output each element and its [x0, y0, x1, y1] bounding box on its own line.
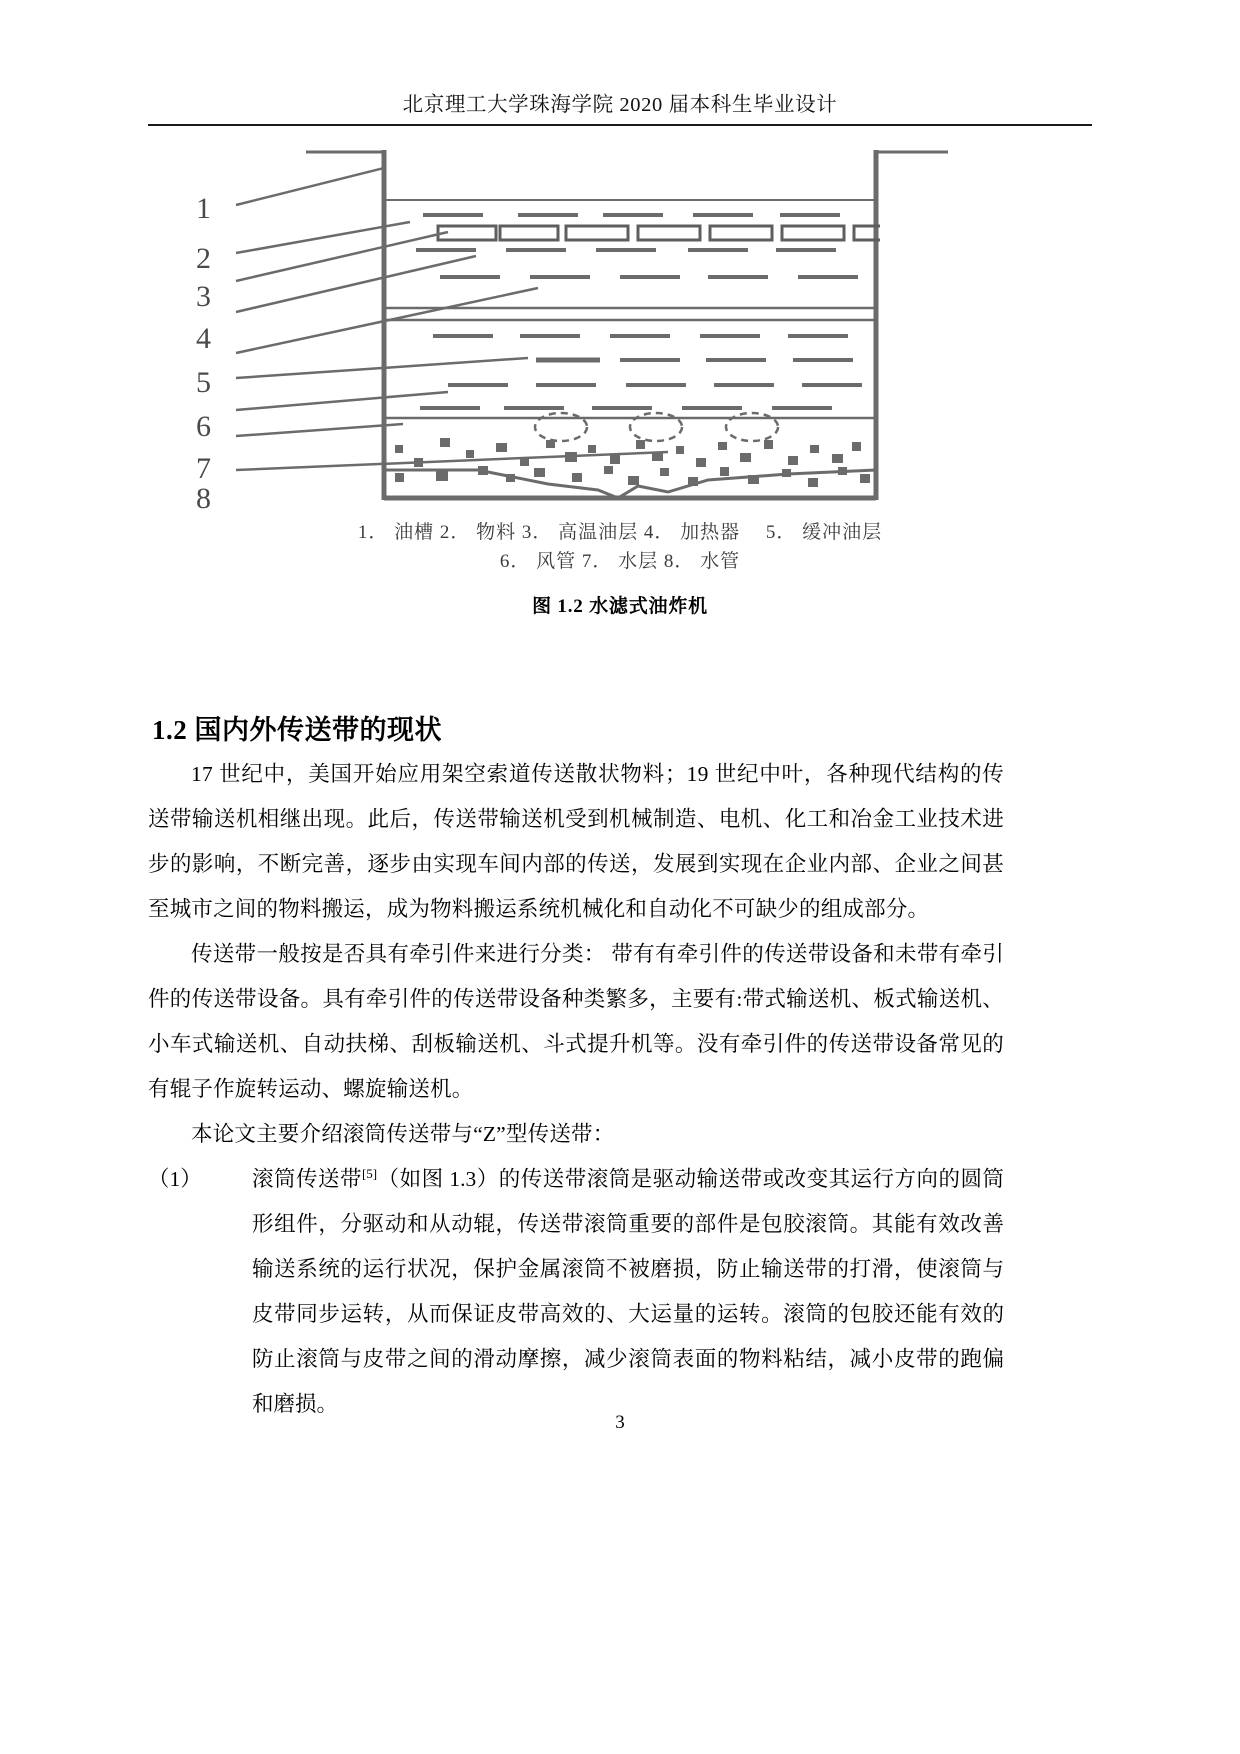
- body-content: [148, 752, 1004, 1427]
- header-rule: [148, 124, 1092, 126]
- water-filter-fryer-diagram: [148, 140, 1092, 512]
- paragraph-2: 传送带一般按是否具有牵引件来进行分类： 带有有牵引件的传送带设备和未带有牵引件的传送带设备。具有牵引件的传送带设备种类繁多，主要有:带式输送机、板式输送机、小车式输送机、自动扶梯、刮板输送机、斗式提升机等。没有牵引件的传送带设备常见的有辊子作旋转运动、螺旋输送机。: [148, 942, 1004, 1101]
- paragraph-3: 本论文主要介绍滚筒传送带与“Z”型传送带：: [191, 1122, 615, 1146]
- figure-callout-2: 2: [196, 242, 211, 275]
- list-item-marker: （1）: [148, 1167, 202, 1191]
- list-item-body: [252, 1157, 1004, 1427]
- list-item-lead: 滚筒传送带: [252, 1167, 362, 1191]
- citation-superscript: [5]: [361, 1165, 378, 1181]
- figure-callout-6: 6: [196, 410, 211, 443]
- figure-callout-3: 3: [196, 280, 211, 313]
- figure-image: [148, 140, 1092, 512]
- numbered-list-item-1: [148, 1157, 1004, 1427]
- figure-1-2: [148, 140, 1092, 618]
- figure-callout-7: 7: [196, 452, 211, 485]
- figure-callout-1: 1: [196, 192, 211, 225]
- list-item-text: （如图 1.3）的传送带滚筒是驱动输送带或改变其运行方向的圆筒形组件，分驱动和从动辊，传送带滚筒重要的部件是包胶滚筒。其能有效改善输送系统的运行状况，保护金属滚筒不被磨损，防止输送带的打滑，使滚筒与皮带同步运转，从而保证皮带高效的、大运量的运转。滚筒的包胶还能有效的防止滚筒与皮带之间的滑动摩擦，减少滚筒表面的物料粘结，减小皮带的跑偏和磨损。: [252, 1167, 1004, 1416]
- header-title: 北京理工大学珠海学院 2020 届本科生毕业设计: [402, 94, 838, 116]
- section-heading: 1.2 国内外传送带的现状: [152, 715, 442, 746]
- figure-callout-5: 5: [196, 366, 211, 399]
- figure-legend: [148, 518, 1092, 577]
- figure-legend-line-1: 1． 油槽 2． 物料 3． 高温油层 4． 加热器 5． 缓冲油层: [357, 522, 883, 543]
- figure-legend-line-2: 6． 风管 7． 水层 8． 水管: [499, 551, 741, 573]
- figure-caption: 图 1.2 水滤式油炸机: [532, 595, 708, 617]
- figure-callout-8: 8: [196, 482, 211, 512]
- running-header: [148, 92, 1092, 119]
- paragraph-1: 17 世纪中，美国开始应用架空索道传送散状物料；19 世纪中叶，各种现代结构的传送带输送机相继出现。此后，传送带输送机受到机械制造、电机、化工和冶金工业技术进步的影响，不断完善，逐步由实现车间内部的传送，发展到实现在企业内部、企业之间甚至城市之间的物料搬运，成为物料搬运系统机械化和自动化不可缺少的组成部分。: [148, 762, 1004, 921]
- figure-callout-4: 4: [196, 322, 211, 355]
- page-number: 3: [615, 1412, 625, 1433]
